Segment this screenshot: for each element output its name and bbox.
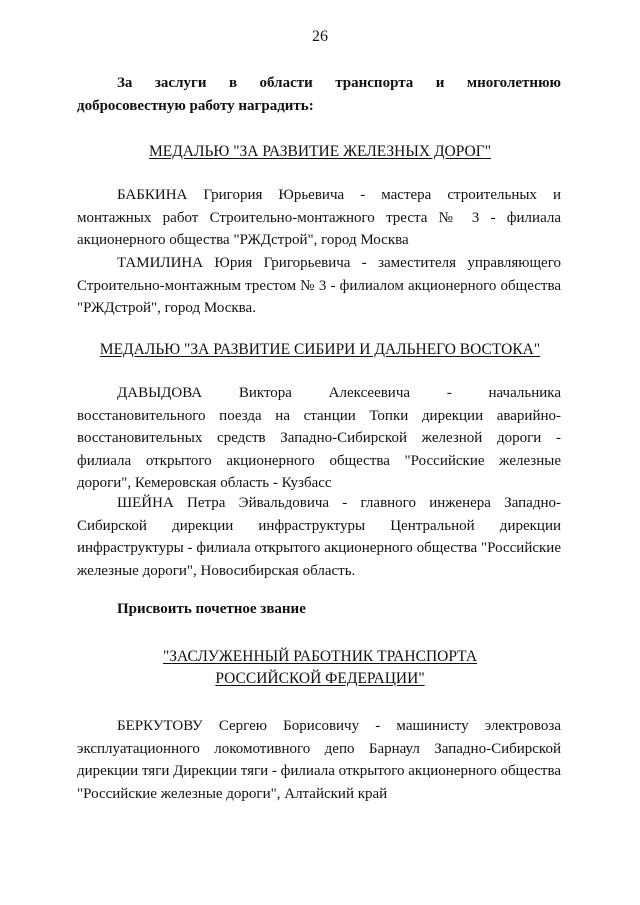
section-heading-siberia: МЕДАЛЬЮ "ЗА РАЗВИТИЕ СИБИРИ И ДАЛЬНЕГО ВОСТОКА" (99, 341, 541, 358)
award-entry: БАБКИНА Григория Юрьевича - мастера строительных и монтажных работ Строительно-монтажного треста № 3 - филиала акционерного общества "РЖДстрой", город Москва (77, 187, 561, 248)
page-number: 26 (312, 28, 328, 45)
award-entry: ДАВЫДОВА Виктора Алексеевича - начальника восстановительного поезда на станции Топки дирекции аварийно-восстановительных средств Западно-Сибирской железной дороги - филиала открытого акционерного общества "Российские железные дороги", Кемеровская область - Кузбасс (77, 385, 561, 491)
award-entry: ШЕЙНА Петра Эйвальдовича - главного инженера Западно-Сибирской дирекции инфраструктуры Центральной дирекции инфраструктуры - филиала открытого акционерного общества "Российские железные дороги", Новосибирская область. (77, 495, 561, 579)
title-heading (0, 646, 640, 690)
title-heading-line-2: РОССИЙСКОЙ ФЕДЕРАЦИИ" (215, 670, 425, 687)
section-heading-railways: МЕДАЛЬЮ "ЗА РАЗВИТИЕ ЖЕЛЕЗНЫХ ДОРОГ" (148, 143, 492, 160)
award-entry: ТАМИЛИНА Юрия Григорьевича - заместителя управляющего Строительно-монтажным трестом № 3 - филиалом акционерного общества "РЖДстрой", город Москва. (77, 255, 561, 316)
award-entry: БЕРКУТОВУ Сергею Борисовичу - машинисту электровоза эксплуатационного локомотивного депо Барнаул Западно-Сибирской дирекции тяги Дирекции тяги - филиала открытого акционерного общества "Российские железные дороги", Алтайский край (77, 718, 561, 802)
award-intro: За заслуги в области транспорта и многолетнюю добросовестную работу наградить: (77, 75, 561, 114)
title-heading-line-1: "ЗАСЛУЖЕННЫЙ РАБОТНИК ТРАНСПОРТА (162, 648, 478, 665)
title-intro: Присвоить почетное звание (117, 601, 306, 617)
